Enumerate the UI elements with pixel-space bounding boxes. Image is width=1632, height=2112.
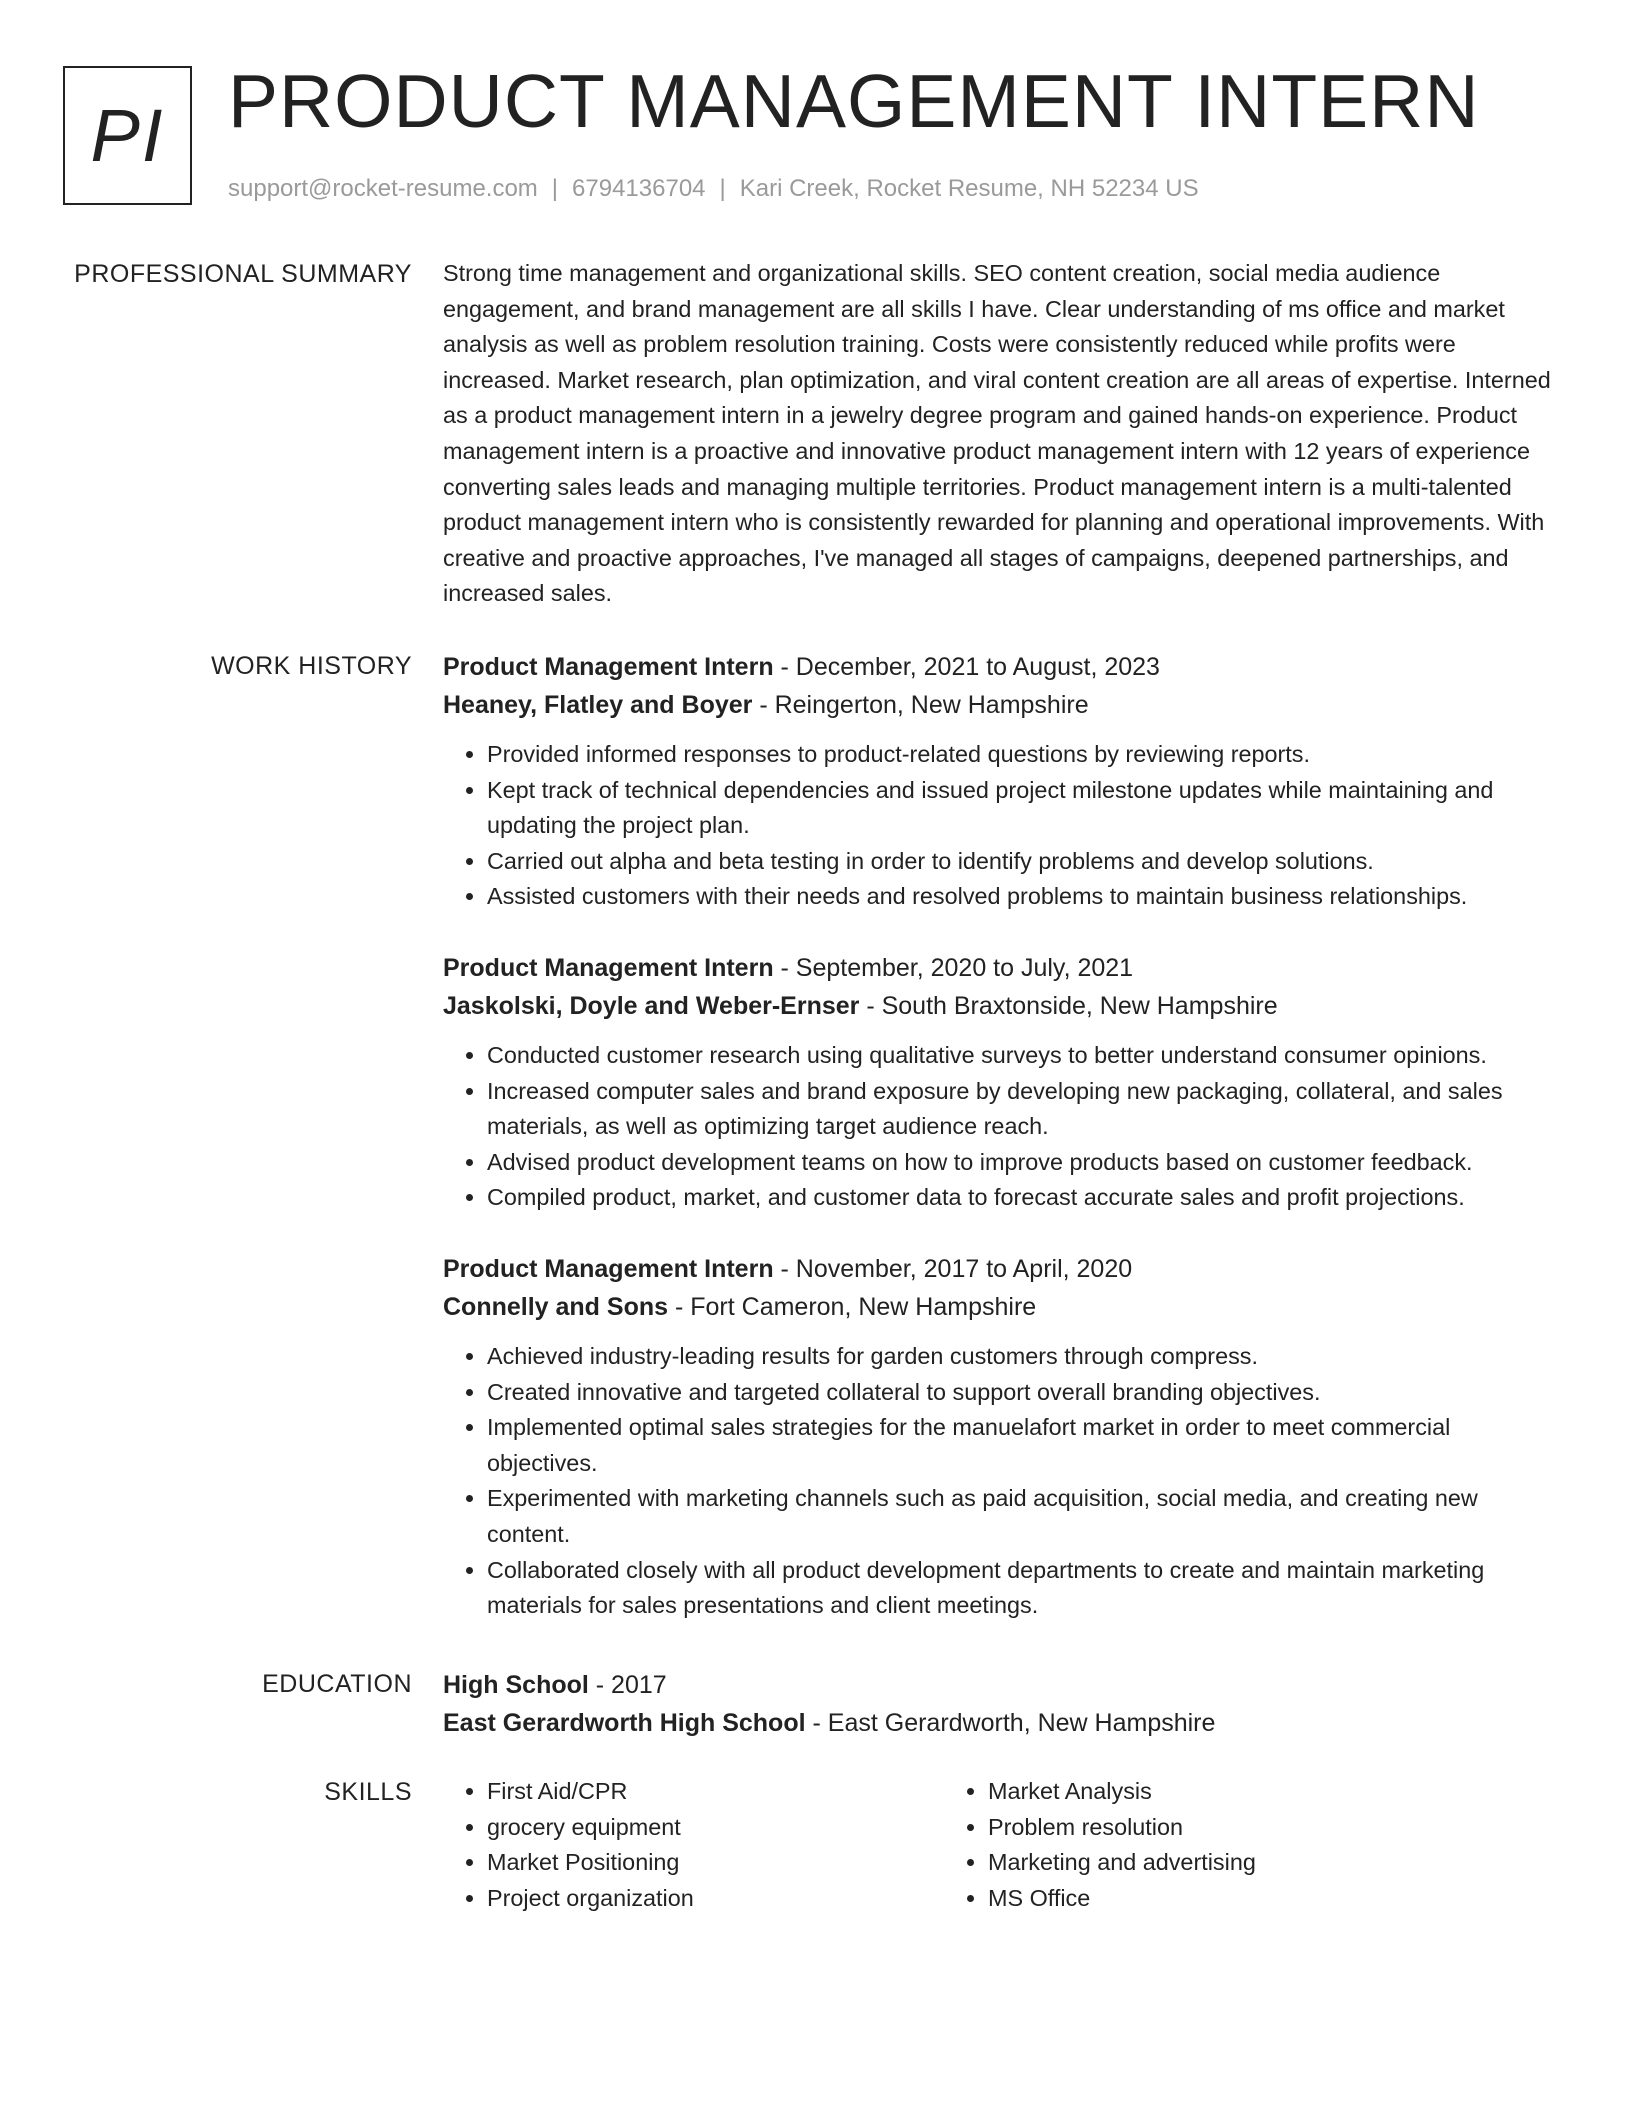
job-bullet: • Created innovative and targeted collateral to support overall branding objectives.	[487, 1375, 1556, 1411]
job-company: Heaney, Flatley and Boyer	[443, 691, 753, 719]
job-bullet: • Carried out alpha and beta testing in order to identify problems and develop solutions.	[487, 844, 1556, 880]
skill-item: • Market Analysis	[988, 1774, 1544, 1810]
job-company-line	[443, 987, 1556, 1025]
job-bullet: • Kept track of technical dependencies and issued project milestone updates while maintaining and updating the project plan.	[487, 773, 1556, 844]
resume-title: PRODUCT MANAGEMENT INTERN	[228, 59, 1480, 143]
skill-item: • MS Office	[988, 1881, 1544, 1917]
school-line	[443, 1704, 1556, 1742]
job-bullet: • Conducted customer research using qualitative surveys to better understand consumer opinions.	[487, 1038, 1556, 1074]
skill-item: • Problem resolution	[988, 1810, 1544, 1846]
job-title: Product Management Intern	[443, 653, 774, 681]
job-company-line	[443, 1288, 1556, 1326]
education-body	[443, 1666, 1556, 1742]
skill-item: • Market Positioning	[487, 1845, 944, 1881]
job-location: - Fort Cameron, New Hampshire	[668, 1292, 1037, 1321]
skill-item: • grocery equipment	[487, 1810, 944, 1846]
job-bullet: • Implemented optimal sales strategies for the manuelafort market in order to meet commercial objectives.	[487, 1410, 1556, 1481]
job-title: Product Management Intern	[443, 953, 774, 982]
job-bullet: • Assisted customers with their needs and resolved problems to maintain business relationships.	[487, 879, 1556, 915]
job-entry	[443, 1250, 1556, 1624]
skills-column-right	[944, 1774, 1544, 1916]
job-title: Product Management Intern	[443, 1254, 774, 1283]
skills-column-left	[443, 1774, 944, 1916]
monogram-initials: PI	[90, 93, 165, 177]
job-bullet: • Collaborated closely with all product development departments to create and maintain marketing materials for sales presentations and client meetings.	[487, 1553, 1556, 1624]
summary-body	[443, 256, 1556, 612]
job-bullets	[443, 1339, 1556, 1624]
job-bullet: • Increased computer sales and brand exposure by developing new packaging, collateral, and sales materials, as well as optimizing target audience reach.	[487, 1074, 1556, 1145]
job-title-line	[443, 1250, 1556, 1288]
job-bullet: • Experimented with marketing channels such as paid acquisition, social media, and creating new content.	[487, 1481, 1556, 1552]
job-location: - South Braxtonside, New Hampshire	[859, 991, 1278, 1020]
skill-item: • Marketing and advertising	[988, 1845, 1544, 1881]
contact-email: support@rocket-resume.com	[228, 175, 538, 202]
school-name: East Gerardworth High School	[443, 1709, 806, 1737]
job-company-line	[443, 686, 1556, 724]
degree-line	[443, 1666, 1556, 1704]
job-dates: - November, 2017 to April, 2020	[773, 1254, 1133, 1283]
education-heading: EDUCATION	[262, 1670, 412, 1698]
job-location: - Reingerton, New Hampshire	[752, 691, 1089, 719]
job-dates: - December, 2021 to August, 2023	[773, 653, 1160, 681]
contact-phone: 6794136704	[572, 175, 706, 202]
work-history-body	[443, 648, 1556, 1658]
summary-text: Strong time management and organizational skills. SEO content creation, social media audience engagement, and brand management are all skills I have. Clear understanding of ms office and market analysis as well as problem resolution training. Costs were consistently reduced while profits were increased. Market research, plan optimization, and viral content creation are all areas of expertise. Interned as a product management intern in a jewelry degree program and gained hands-on experience. Product management intern is a proactive and innovative product management intern with 12 years of experience converting sales leads and managing multiple territories. Product management intern is a multi-talented product management intern who is consistently rewarded for planning and operational improvements. With creative and proactive approaches, I've managed all stages of campaigns, deepened partnerships, and increased sales.	[443, 260, 1551, 607]
job-entry	[443, 949, 1556, 1216]
contact-separator: |	[719, 175, 726, 202]
skill-item: • Project organization	[487, 1881, 944, 1917]
degree-year: - 2017	[588, 1671, 667, 1699]
contact-separator: |	[551, 175, 559, 202]
skills-body	[443, 1774, 1556, 1916]
job-company: Jaskolski, Doyle and Weber-Ernser	[443, 991, 860, 1020]
summary-heading: PROFESSIONAL SUMMARY	[74, 260, 412, 288]
job-bullets	[443, 737, 1556, 915]
job-entry	[443, 648, 1556, 915]
work-history-heading: WORK HISTORY	[211, 652, 412, 680]
job-bullets	[443, 1038, 1556, 1216]
contact-address: Kari Creek, Rocket Resume, NH 52234 US	[739, 175, 1199, 202]
job-dates: - September, 2020 to July, 2021	[773, 953, 1134, 982]
job-company: Connelly and Sons	[443, 1292, 669, 1321]
school-location: - East Gerardworth, New Hampshire	[805, 1709, 1216, 1737]
job-bullet: • Compiled product, market, and customer data to forecast accurate sales and profit projections.	[487, 1180, 1556, 1216]
skills-heading: SKILLS	[324, 1778, 412, 1806]
contact-line	[228, 172, 1199, 206]
degree-name: High School	[443, 1671, 589, 1699]
job-bullet: • Advised product development teams on how to improve products based on customer feedback.	[487, 1145, 1556, 1181]
job-title-line	[443, 949, 1556, 987]
job-title-line	[443, 648, 1556, 686]
monogram-badge	[63, 66, 192, 205]
skill-item: • First Aid/CPR	[487, 1774, 944, 1810]
job-bullet: • Achieved industry-leading results for garden customers through compress.	[487, 1339, 1556, 1375]
job-bullet: • Provided informed responses to product-related questions by reviewing reports.	[487, 737, 1556, 773]
